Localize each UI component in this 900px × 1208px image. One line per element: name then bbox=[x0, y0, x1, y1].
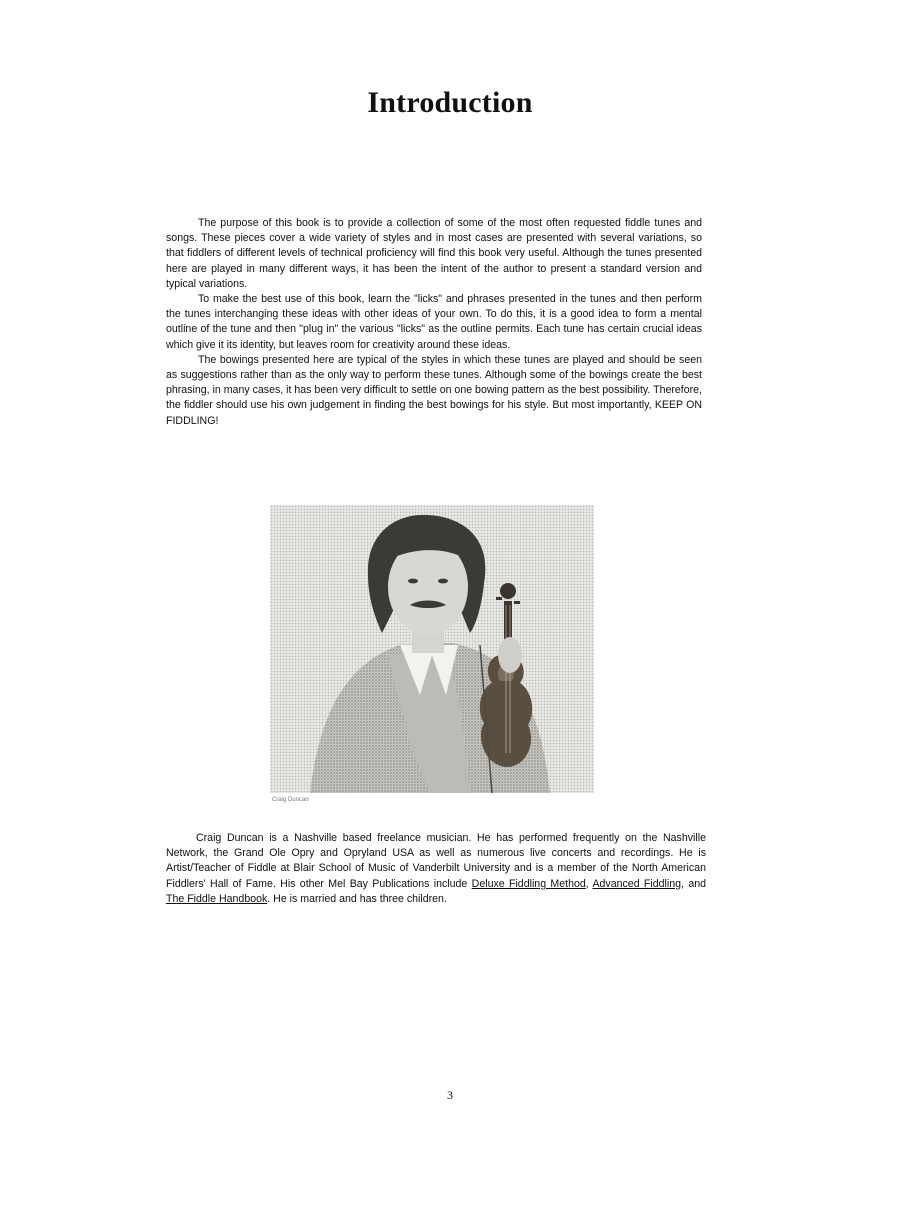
book-title-deluxe-fiddling-method: Deluxe Fiddling Method bbox=[471, 877, 586, 890]
author-photo bbox=[270, 505, 594, 793]
bio-separator-2: , and bbox=[681, 877, 706, 890]
book-title-fiddle-handbook: The Fiddle Handbook bbox=[166, 892, 268, 905]
page-number: 3 bbox=[447, 1088, 453, 1102]
bio-text-2: . He is married and has three children. bbox=[267, 892, 447, 905]
bio-paragraph bbox=[166, 831, 706, 907]
photo-caption: Craig Duncan bbox=[272, 797, 309, 803]
book-title-advanced-fiddling: Advanced Fiddling bbox=[592, 877, 682, 890]
page-title: Introduction bbox=[367, 86, 533, 119]
intro-paragraph-1: The purpose of this book is to provide a collection of some of the most often requested fiddle tunes and songs. These pieces cover a wide variety of styles and in most cases are presented with several variations, so that fiddlers of different levels of technical proficiency will find this book very useful. Although the tunes presented here are played in many different ways, it has been the intent of the author to present a standard version and typical variations. bbox=[166, 217, 702, 290]
intro-paragraph-2: To make the best use of this book, learn the "licks" and phrases presented in the tunes and then perform the tunes interchanging these ideas with other ideas of your own. To do this, it is a good idea to form a mental outline of the tune and then "plug in" the various "licks" as the outline permits. Each tune has certain crucial ideas which give it its identity, but leaves room for creativity around these ideas. bbox=[166, 293, 702, 351]
intro-text bbox=[166, 216, 702, 429]
bio-text-1: Craig Duncan is a Nashville based freelance musician. He has performed frequently on the Nashville Network, the Grand Ole Opry and Opryland USA as well as numerous live concerts and recordings. He is Artist/Teacher of Fiddle at Blair School of Music of Vanderbilt University and is a member of the North American Fiddlers' Hall of Fame. His other Mel Bay Publications include bbox=[166, 832, 706, 890]
bio-separator-1: , bbox=[585, 877, 593, 890]
intro-paragraph-3: The bowings presented here are typical of the styles in which these tunes are played and should be seen as suggestions rather than as the only way to perform these tunes. Although some of the bowings create the best phrasing, in many cases, it has been very difficult to settle on one bowing pattern as the best possibility. Therefore, the fiddler should use his own judgement in finding the best bowings for his style. But most importantly, KEEP ON FIDDLING! bbox=[166, 353, 702, 427]
author-portrait-image bbox=[270, 505, 594, 793]
author-bio bbox=[166, 831, 706, 907]
